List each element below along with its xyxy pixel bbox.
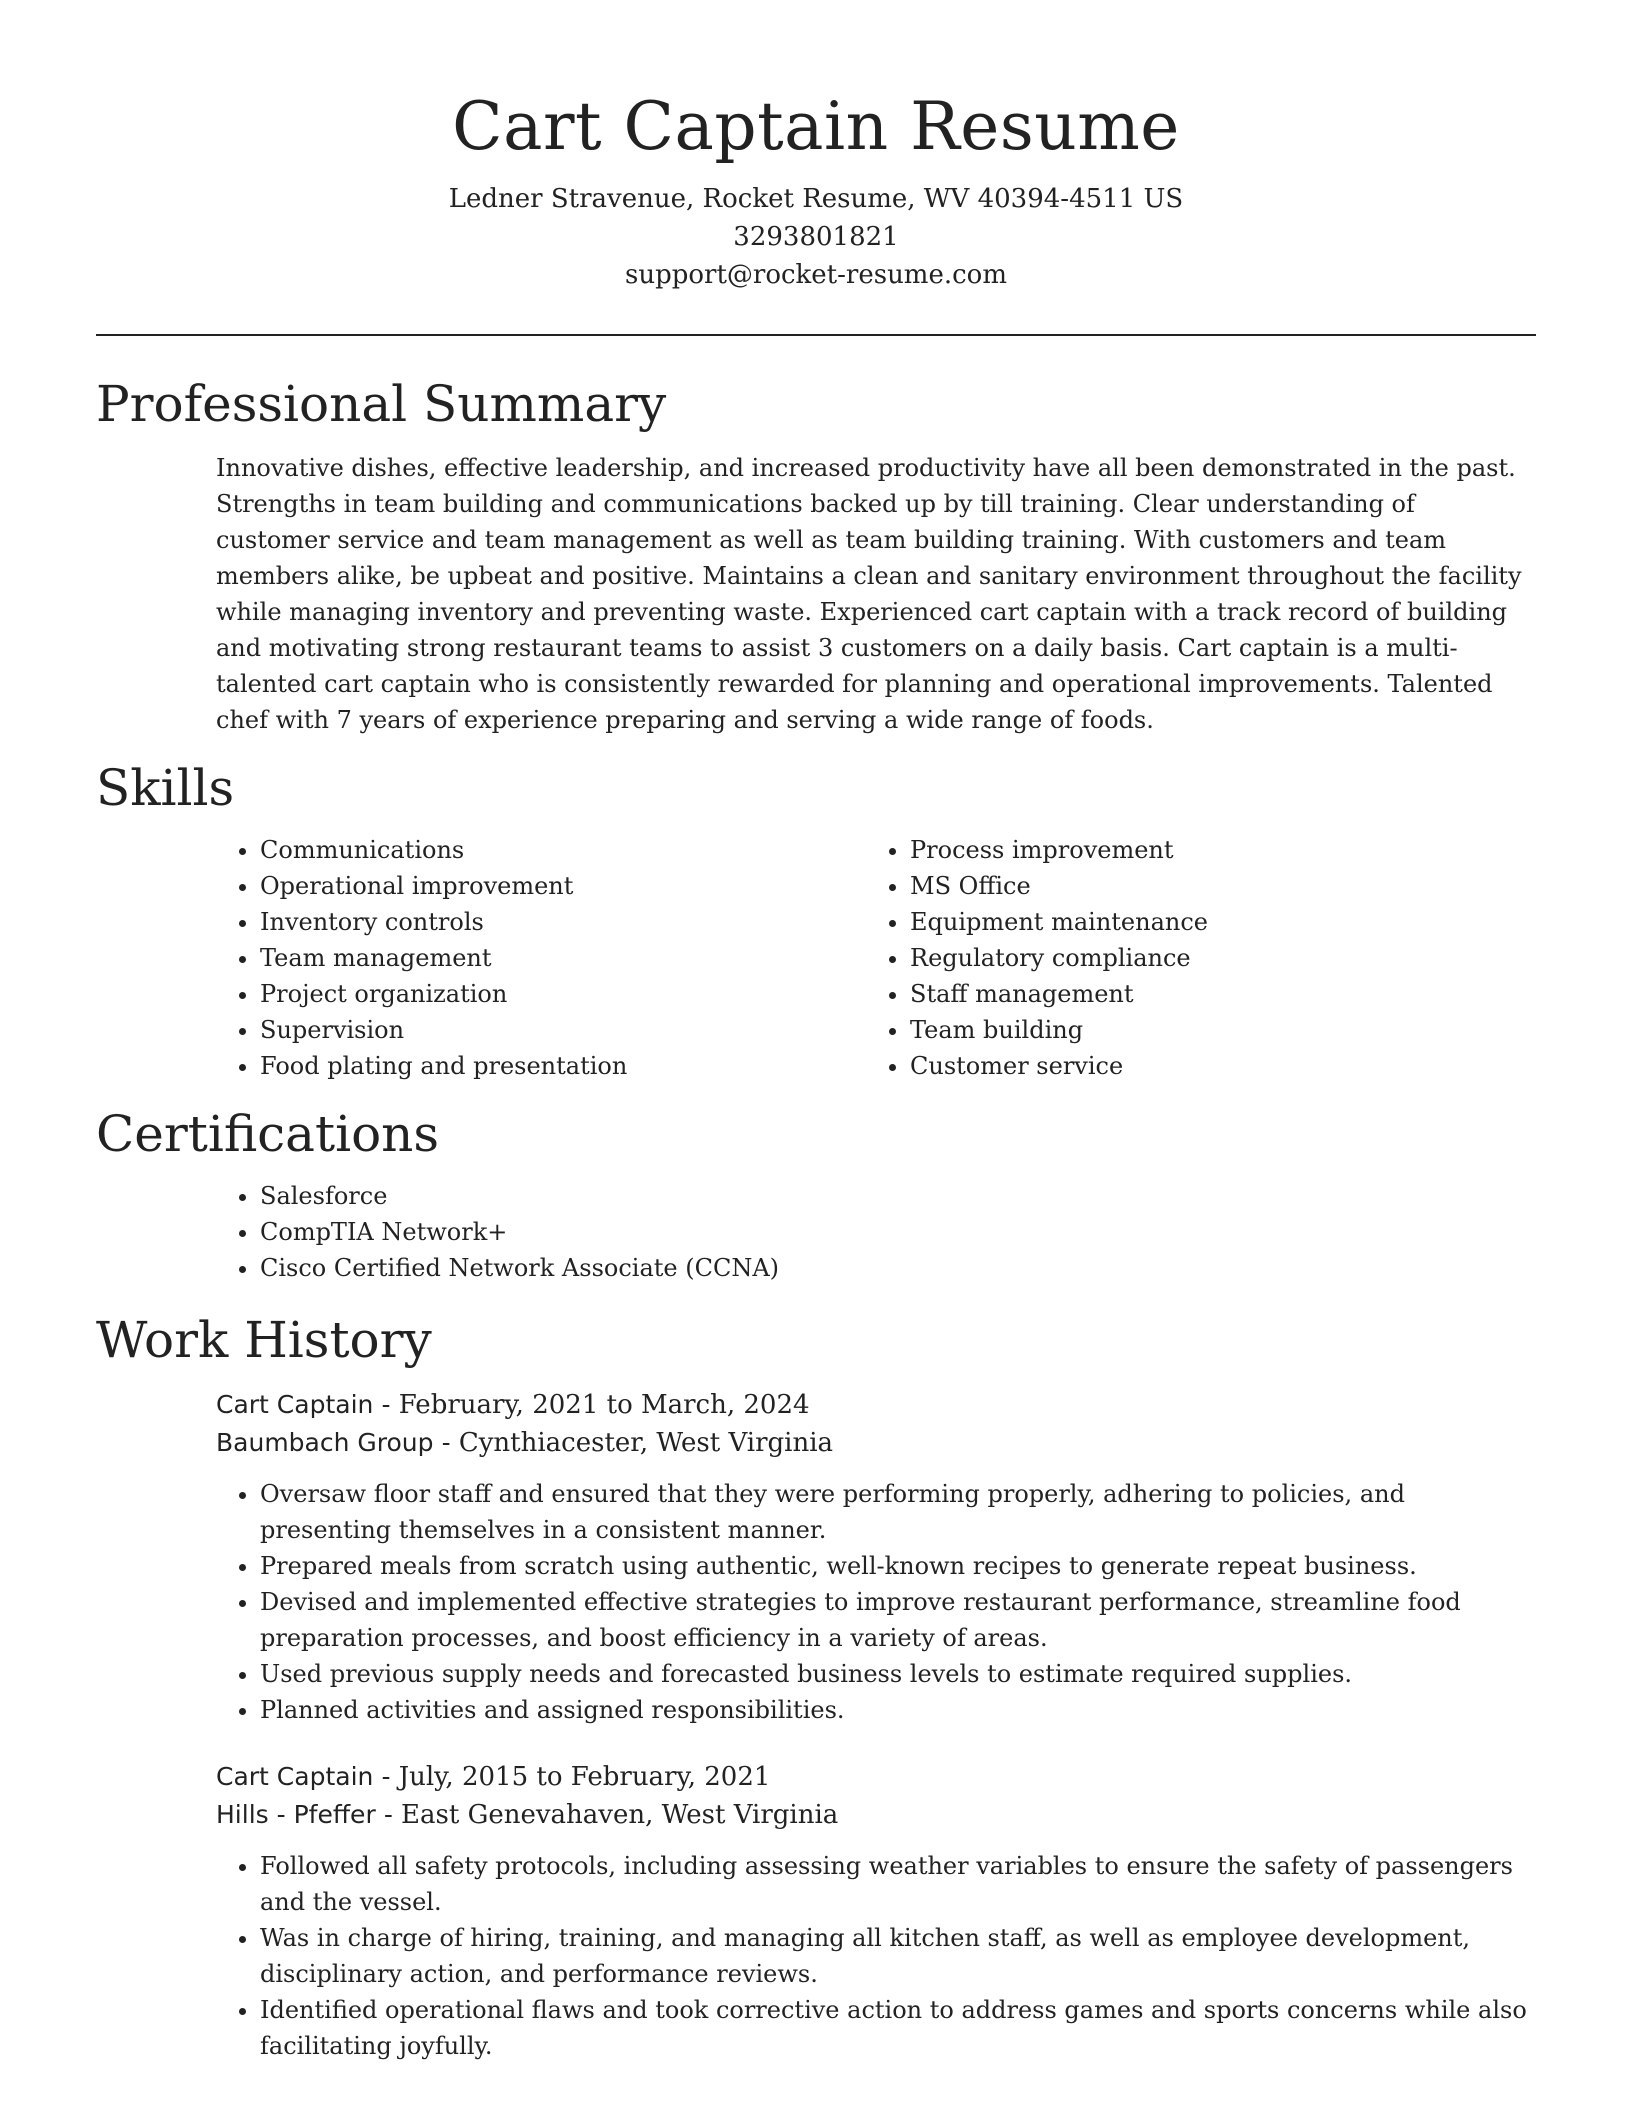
certifications-list-wrap — [216, 1178, 1536, 1286]
contact-email[interactable]: support@rocket-resume.com — [624, 260, 1007, 290]
job-title-line — [216, 1758, 1536, 1796]
job-company: Hills - Pfeffer — [216, 1800, 376, 1829]
job-title: Cart Captain — [216, 1762, 374, 1791]
skill-item: • Regulatory compliance — [910, 940, 1516, 976]
skills-heading: Skills — [96, 759, 235, 817]
job-entry — [216, 1758, 1536, 2064]
job-title: Cart Captain — [216, 1390, 374, 1419]
certification-item: • Salesforce — [260, 1178, 1536, 1214]
job-dates: - February, 2021 to March, 2024 — [373, 1390, 810, 1420]
job-location: - East Genevahaven, West Virginia — [375, 1800, 839, 1830]
skill-item: • MS Office — [910, 868, 1516, 904]
certifications-heading: Certifications — [96, 1105, 440, 1163]
skill-item: • Food plating and presentation — [260, 1048, 866, 1084]
resume-page — [96, 0, 1536, 2064]
header-divider — [96, 334, 1536, 336]
skills-columns — [216, 832, 1536, 1084]
work-history-heading: Work History — [96, 1311, 432, 1369]
skills-list-right — [866, 832, 1516, 1084]
certification-item: • Cisco Certified Network Associate (CCNA) — [260, 1250, 1536, 1286]
work-history-section — [96, 1308, 1536, 2064]
summary-section — [96, 372, 1536, 738]
certifications-list — [216, 1178, 1536, 1286]
skills-list-left — [216, 832, 866, 1084]
skills-section — [96, 756, 1536, 1084]
job-bullet: • Prepared meals from scratch using authentic, well-known recipes to generate repeat business. — [260, 1548, 1536, 1584]
job-company: Baumbach Group — [216, 1428, 434, 1457]
skill-item: • Customer service — [910, 1048, 1516, 1084]
job-bullet: • Oversaw floor staff and ensured that they were performing properly, adhering to policies, and presenting themselves in a consistent manner. — [260, 1476, 1536, 1548]
job-dates: - July, 2015 to February, 2021 — [373, 1762, 771, 1792]
job-bullet: • Was in charge of hiring, training, and managing all kitchen staff, as well as employee development, disciplinary action, and performance reviews. — [260, 1920, 1536, 1992]
skill-item: • Process improvement — [910, 832, 1516, 868]
job-title-line — [216, 1386, 1536, 1424]
skill-item: • Inventory controls — [260, 904, 866, 940]
resume-title: Cart Captain Resume — [452, 88, 1180, 165]
job-bullet: • Followed all safety protocols, including assessing weather variables to ensure the safety of passengers and the vessel. — [260, 1848, 1536, 1920]
job-company-line — [216, 1424, 1536, 1462]
job-entry — [216, 1386, 1536, 1728]
skill-item: • Team building — [910, 1012, 1516, 1048]
contact-block — [96, 180, 1536, 294]
job-location: - Cynthiacester, West Virginia — [433, 1428, 834, 1458]
job-bullets — [216, 1476, 1536, 1728]
job-bullet: • Used previous supply needs and forecasted business levels to estimate required supplies. — [260, 1656, 1536, 1692]
skill-item: • Equipment maintenance — [910, 904, 1516, 940]
skills-column-left — [216, 832, 866, 1084]
certification-item: • CompTIA Network+ — [260, 1214, 1536, 1250]
certifications-section — [96, 1102, 1536, 1286]
contact-address: Ledner Stravenue, Rocket Resume, WV 40394-4511 US — [448, 184, 1184, 214]
skill-item: • Team management — [260, 940, 866, 976]
summary-heading: Professional Summary — [96, 375, 667, 433]
job-bullets — [216, 1848, 1536, 2064]
skill-item: • Staff management — [910, 976, 1516, 1012]
job-bullet: • Identified operational flaws and took corrective action to address games and sports concerns while also facilitating joyfully. — [260, 1992, 1536, 2064]
job-bullet: • Planned activities and assigned responsibilities. — [260, 1692, 1536, 1728]
summary-text: Innovative dishes, effective leadership, and increased productivity have all been demonstrated in the past. Strengths in team building and communications backed up by till training. Clear understanding of customer service and team management as well as team building training. With customers and team members alike, be upbeat and positive. Maintains a clean and sanitary environment throughout the facility while managing inventory and preventing waste. Experienced cart captain with a track record of building and motivating strong restaurant teams to assist 3 customers on a daily basis. Cart captain is a multi-talented cart captain who is consistently rewarded for planning and operational improvements. Talented chef with 7 years of experience preparing and serving a wide range of foods. — [216, 454, 1522, 734]
skill-item: • Project organization — [260, 976, 866, 1012]
skill-item: • Operational improvement — [260, 868, 866, 904]
skill-item: • Supervision — [260, 1012, 866, 1048]
job-bullet: • Devised and implemented effective strategies to improve restaurant performance, streamline food preparation processes, and boost efficiency in a variety of areas. — [260, 1584, 1536, 1656]
skill-item: • Communications — [260, 832, 866, 868]
resume-header — [96, 0, 1536, 294]
skills-column-right — [866, 832, 1516, 1084]
contact-phone: 3293801821 — [733, 222, 899, 252]
job-company-line — [216, 1796, 1536, 1834]
